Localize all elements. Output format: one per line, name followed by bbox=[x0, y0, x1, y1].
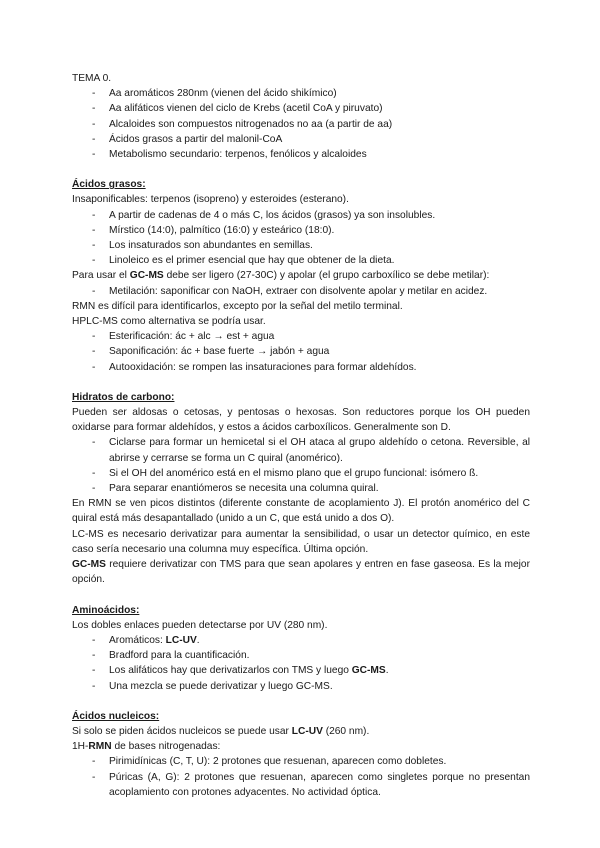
paragraph: Para usar el GC-MS debe ser ligero (27-30C) y apolar (el grupo carboxílico se debe metilar): bbox=[72, 270, 490, 282]
page-title: TEMA 0. bbox=[72, 73, 112, 84]
list-item: - Púricas (A, G): 2 protones que resuenan, aparecen como singletes porque no presentan acoplamiento con protones adyacentes. No actividad óptica. bbox=[109, 770, 530, 800]
list-item: - Esterificación: ác + alc → est + agua bbox=[109, 329, 530, 344]
paragraph: GC-MS requiere derivatizar con TMS para que sean apolares y entren en fase gaseosa. Es la mejor opción. bbox=[72, 559, 530, 586]
list-item: - Metilación: saponificar con NaOH, extraer con disolvente apolar y metilar en acidez. bbox=[109, 284, 530, 299]
list-item: - Ácidos grasos a partir del malonil-CoA bbox=[109, 132, 530, 147]
section-heading-aminoacidos: Aminoácidos: bbox=[72, 604, 140, 616]
list-item: - Autooxidación: se rompen las insaturaciones para formar aldehídos. bbox=[109, 360, 530, 375]
paragraph: Pueden ser aldosas o cetosas, y pentosas o hexosas. Son reductores porque los OH pueden oxidarse para formar aldehídos, y estos a ácidos carboxílicos. Generalmente son D. bbox=[72, 407, 530, 434]
list-item: - Para separar enantiómeros se necesita una columna quiral. bbox=[109, 481, 530, 496]
aminoacidos-list bbox=[72, 633, 530, 694]
list-item: - Una mezcla se puede derivatizar y luego GC-MS. bbox=[109, 679, 530, 694]
list-item: - Si el OH del anomérico está en el mismo plano que el grupo funcional: isómero ß. bbox=[109, 466, 530, 481]
tema-list bbox=[72, 86, 530, 162]
paragraph: LC-MS es necesario derivatizar para aumentar la sensibilidad, o usar un detector químico, en este caso sería necesario una columna muy específica. Última opción. bbox=[72, 528, 530, 555]
paragraph: Los dobles enlaces pueden detectarse por UV (280 nm). bbox=[72, 619, 328, 631]
nucleicos-list bbox=[72, 754, 530, 800]
list-item: - Los alifáticos hay que derivatizarlos con TMS y luego GC-MS. bbox=[109, 663, 530, 678]
list-item: - Los insaturados son abundantes en semillas. bbox=[109, 238, 530, 253]
list-item: - A partir de cadenas de 4 o más C, los ácidos (grasos) ya son insolubles. bbox=[109, 208, 530, 223]
reacciones-list bbox=[72, 329, 530, 375]
list-item: - Pirimidínicas (C, T, U): 2 protones que resuenan, aparecen como dobletes. bbox=[109, 754, 530, 769]
paragraph: RMN es difícil para identificarlos, excepto por la señal del metilo terminal. bbox=[72, 300, 403, 312]
paragraph: Insaponificables: terpenos (isopreno) y esteroides (esterano). bbox=[72, 194, 349, 206]
section-heading-nucleicos: Ácidos nucleicos: bbox=[72, 710, 160, 722]
metilacion-list bbox=[72, 284, 530, 299]
paragraph: Si solo se piden ácidos nucleicos se puede usar LC-UV (260 nm). bbox=[72, 725, 370, 737]
paragraph: 1H-RMN de bases nitrogenadas: bbox=[72, 741, 221, 753]
list-item: - Mírstico (14:0), palmítico (16:0) y esteárico (18:0). bbox=[109, 223, 530, 238]
section-heading-acidos-grasos: Ácidos grasos: bbox=[72, 179, 146, 191]
list-item: - Alcaloides son compuestos nitrogenados no aa (a partir de aa) bbox=[109, 117, 530, 132]
list-item: - Metabolismo secundario: terpenos, fenólicos y alcaloides bbox=[109, 147, 530, 162]
list-item: - Bradford para la cuantificación. bbox=[109, 648, 530, 663]
acidos-grasos-list bbox=[72, 208, 530, 269]
list-item: - Ciclarse para formar un hemicetal si el OH ataca al grupo aldehído o cetona. Reversible, al abrirse y cerrarse se forma un C quiral (anomérico). bbox=[109, 435, 530, 465]
paragraph: En RMN se ven picos distintos (diferente constante de acoplamiento J). El protón anomérico del C quiral está más desapantallado (unido a un C, que está unido a dos O). bbox=[72, 498, 530, 525]
document-body bbox=[72, 71, 530, 800]
list-item: - Linoleico es el primer esencial que hay que obtener de la dieta. bbox=[109, 253, 530, 268]
hidratos-list bbox=[72, 435, 530, 496]
list-item: - Aa aromáticos 280nm (vienen del ácido shikímico) bbox=[109, 86, 530, 101]
section-heading-hidratos: Hidratos de carbono: bbox=[72, 391, 175, 403]
paragraph: HPLC-MS como alternativa se podría usar. bbox=[72, 316, 266, 328]
list-item: - Aa alifáticos vienen del ciclo de Krebs (acetil CoA y piruvato) bbox=[109, 101, 530, 116]
list-item: - Aromáticos: LC-UV. bbox=[109, 633, 530, 648]
list-item: - Saponificación: ác + base fuerte → jabón + agua bbox=[109, 344, 530, 359]
